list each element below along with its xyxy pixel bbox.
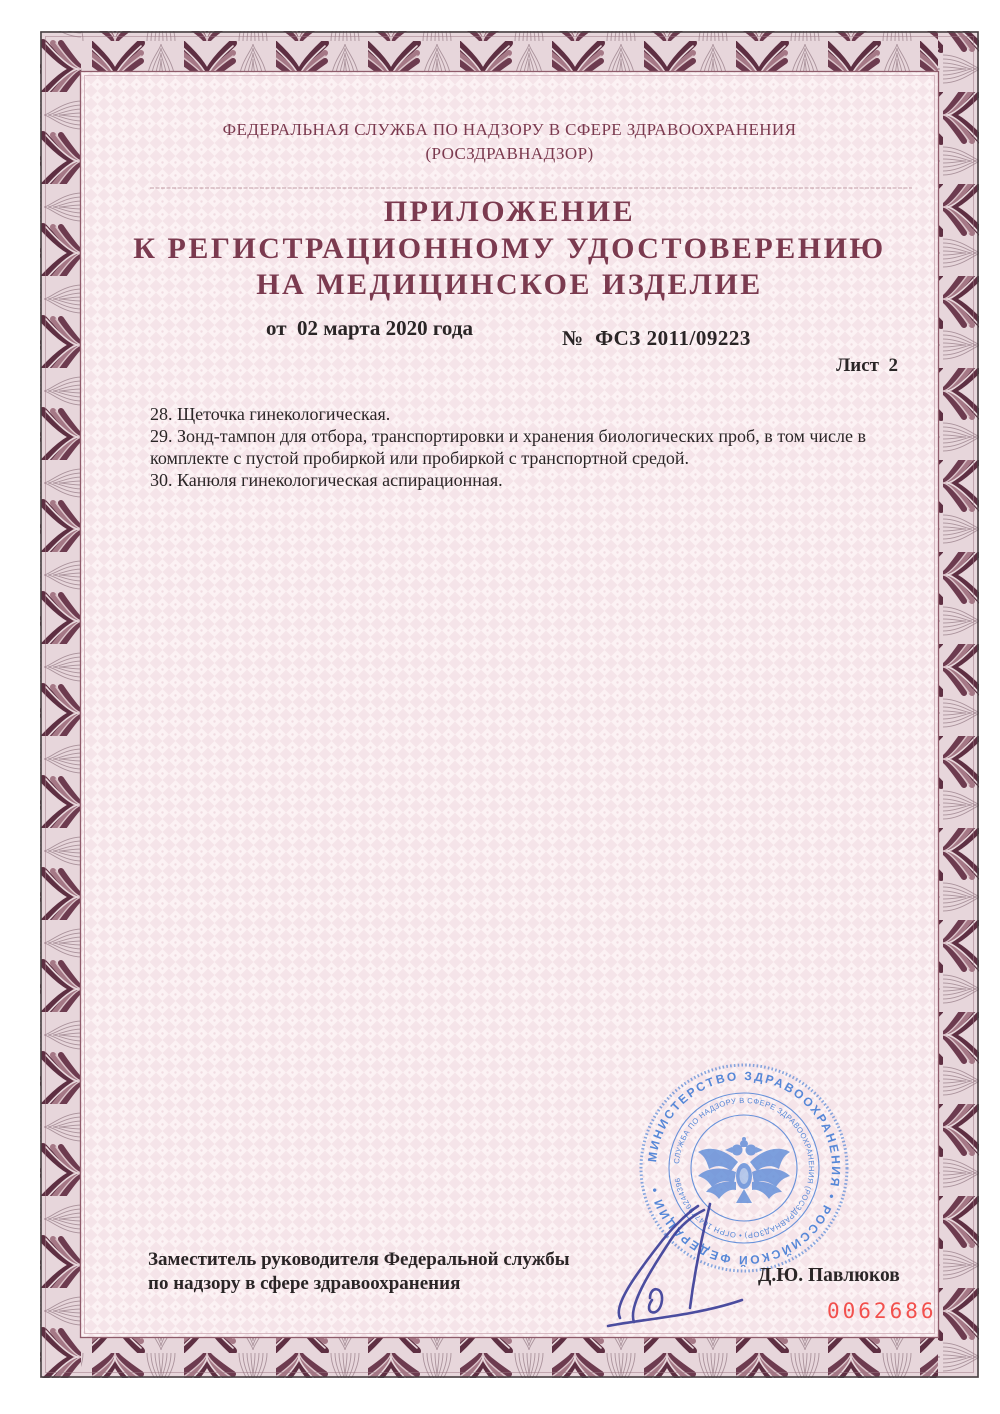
- registration-number: № ФСЗ 2011/09223: [562, 326, 751, 350]
- serial-number: 0062686: [827, 1299, 937, 1323]
- signer-position: [148, 1248, 570, 1296]
- list-item: 30. Канюля гинекологическая аспирационная.: [150, 470, 503, 490]
- list-item: 29. Зонд-тампон для отбора, транспортировки и хранения биологических проб, в том числе в комплекте с пустой пробиркой или пробиркой с транспортной средой.: [150, 426, 867, 468]
- signer-name: Д.Ю. Павлюков: [758, 1265, 900, 1286]
- signer-position-line2: по надзору в сфере здравоохранения: [148, 1273, 461, 1294]
- seal-inner-ring-text: СЛУЖБА ПО НАДЗОРУ В СФЕРЕ ЗДРАВООХРАНЕНИЯ (РОСЗДРАВНАДЗОР) • ОГРН 1047796244396: [672, 1095, 817, 1241]
- seal-outer-ring-text: МИНИСТЕРСТВО ЗДРАВООХРАНЕНИЯ • РОССИЙСКОЙ ФЕДЕРАЦИИ •: [645, 1068, 844, 1268]
- doc-title-line2: К РЕГИСТРАЦИОННОМУ УДОСТОВЕРЕНИЮ: [133, 232, 886, 265]
- issuer-name: ФЕДЕРАЛЬНАЯ СЛУЖБА ПО НАДЗОРУ В СФЕРЕ ЗДРАВООХРАНЕНИЯ: [222, 120, 797, 139]
- doc-title-line3: НА МЕДИЦИНСКОЕ ИЗДЕЛИЕ: [256, 268, 763, 301]
- issuer-short-name: (РОСЗДРАВНАДЗОР): [425, 144, 594, 163]
- sheet-number: Лист 2: [836, 355, 898, 376]
- doc-title-line1: ПРИЛОЖЕНИЕ: [383, 195, 636, 228]
- device-list: [150, 403, 922, 491]
- issue-date: от 02 марта 2020 года: [266, 316, 473, 340]
- list-item: 28. Щеточка гинекологическая.: [150, 404, 391, 424]
- signature-autograph: [598, 1194, 783, 1339]
- signer-position-line1: Заместитель руководителя Федеральной службы: [148, 1249, 570, 1270]
